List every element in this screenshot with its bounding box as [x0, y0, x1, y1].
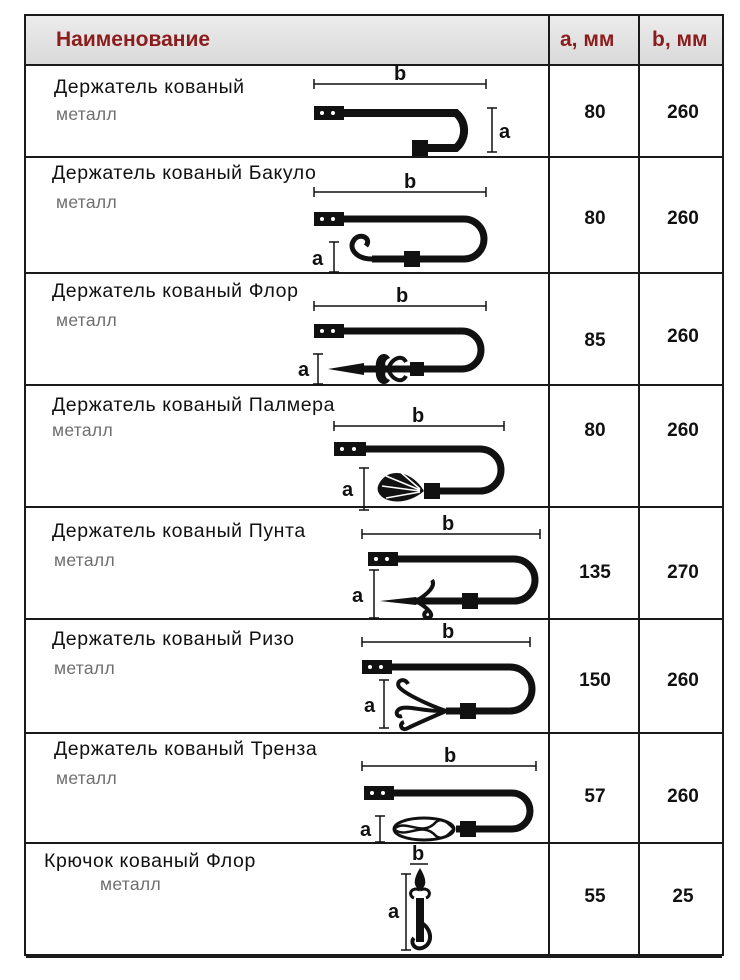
value-a: 150 — [579, 670, 611, 691]
value-b: 260 — [667, 326, 699, 347]
product-name: Держатель кованый Палмера — [52, 394, 336, 416]
dim-a-label: a — [312, 248, 324, 270]
table-row — [26, 384, 722, 508]
dim-b-label: b — [442, 513, 455, 535]
value-a: 85 — [584, 330, 606, 351]
dim-b-label: b — [442, 621, 455, 643]
product-table — [24, 14, 724, 956]
dim-a-label: a — [342, 479, 354, 501]
dim-b-label: b — [394, 63, 407, 85]
table-row — [26, 506, 722, 620]
table-row — [26, 272, 722, 386]
header-name: Наименование — [56, 28, 211, 51]
holder-spear-icon — [332, 514, 552, 618]
holder-curl-icon — [336, 621, 556, 732]
product-material: металл — [56, 192, 117, 212]
product-name: Держатель кованый Бакуло — [52, 162, 317, 184]
value-b: 260 — [667, 102, 699, 123]
dim-b-label: b — [412, 405, 425, 427]
table-row — [26, 842, 722, 958]
value-a: 80 — [584, 102, 606, 123]
value-a: 135 — [579, 562, 611, 583]
value-a: 57 — [584, 786, 606, 807]
column-divider — [638, 16, 640, 954]
table-row — [26, 64, 722, 158]
value-b: 260 — [667, 670, 699, 691]
product-material: металл — [52, 420, 113, 440]
header-col-b: b, мм — [652, 28, 708, 51]
dim-b-label: b — [396, 285, 409, 307]
product-name: Держатель кованый Флор — [52, 280, 299, 302]
holder-cage-icon — [336, 746, 556, 842]
dim-a-label: a — [352, 585, 364, 607]
holder-scroll-icon — [306, 172, 526, 272]
product-material: металл — [54, 550, 115, 570]
table-row — [26, 732, 722, 844]
value-a: 80 — [584, 208, 606, 229]
product-name: Держатель кованый Тренза — [54, 738, 318, 760]
value-b: 260 — [667, 420, 699, 441]
table-header — [26, 16, 722, 66]
value-a: 55 — [584, 886, 606, 907]
product-name: Держатель кованый Пунта — [52, 520, 306, 542]
dim-a-label: a — [360, 819, 372, 841]
header-col-a: a, мм — [560, 28, 615, 51]
product-name: Держатель кованый Ризо — [52, 628, 295, 650]
hook-fleur-icon — [382, 843, 462, 956]
column-divider — [548, 16, 550, 954]
product-material: металл — [54, 658, 115, 678]
holder-palm-icon — [316, 405, 536, 506]
dim-a-label: a — [364, 695, 376, 717]
value-b: 260 — [667, 786, 699, 807]
value-a: 80 — [584, 420, 606, 441]
value-b: 270 — [667, 562, 699, 583]
product-name: Крючок кованый Флор — [44, 850, 256, 872]
dim-b-label: b — [444, 745, 457, 767]
dim-b-label: b — [412, 843, 425, 865]
value-b: 260 — [667, 208, 699, 229]
table-row — [26, 156, 722, 274]
product-material: металл — [56, 768, 117, 788]
dim-b-label: b — [404, 171, 417, 193]
holder-fleur-icon — [298, 285, 528, 384]
product-material: металл — [100, 874, 161, 894]
holder-plain-icon — [306, 63, 526, 154]
product-material: металл — [56, 310, 117, 330]
product-material: металл — [56, 104, 117, 124]
product-name: Держатель кованый — [54, 76, 245, 98]
dim-a-label: a — [298, 359, 310, 381]
dim-a-label: a — [499, 121, 511, 143]
value-b: 25 — [672, 886, 694, 907]
dim-a-label: a — [388, 901, 400, 923]
table-row — [26, 618, 722, 734]
